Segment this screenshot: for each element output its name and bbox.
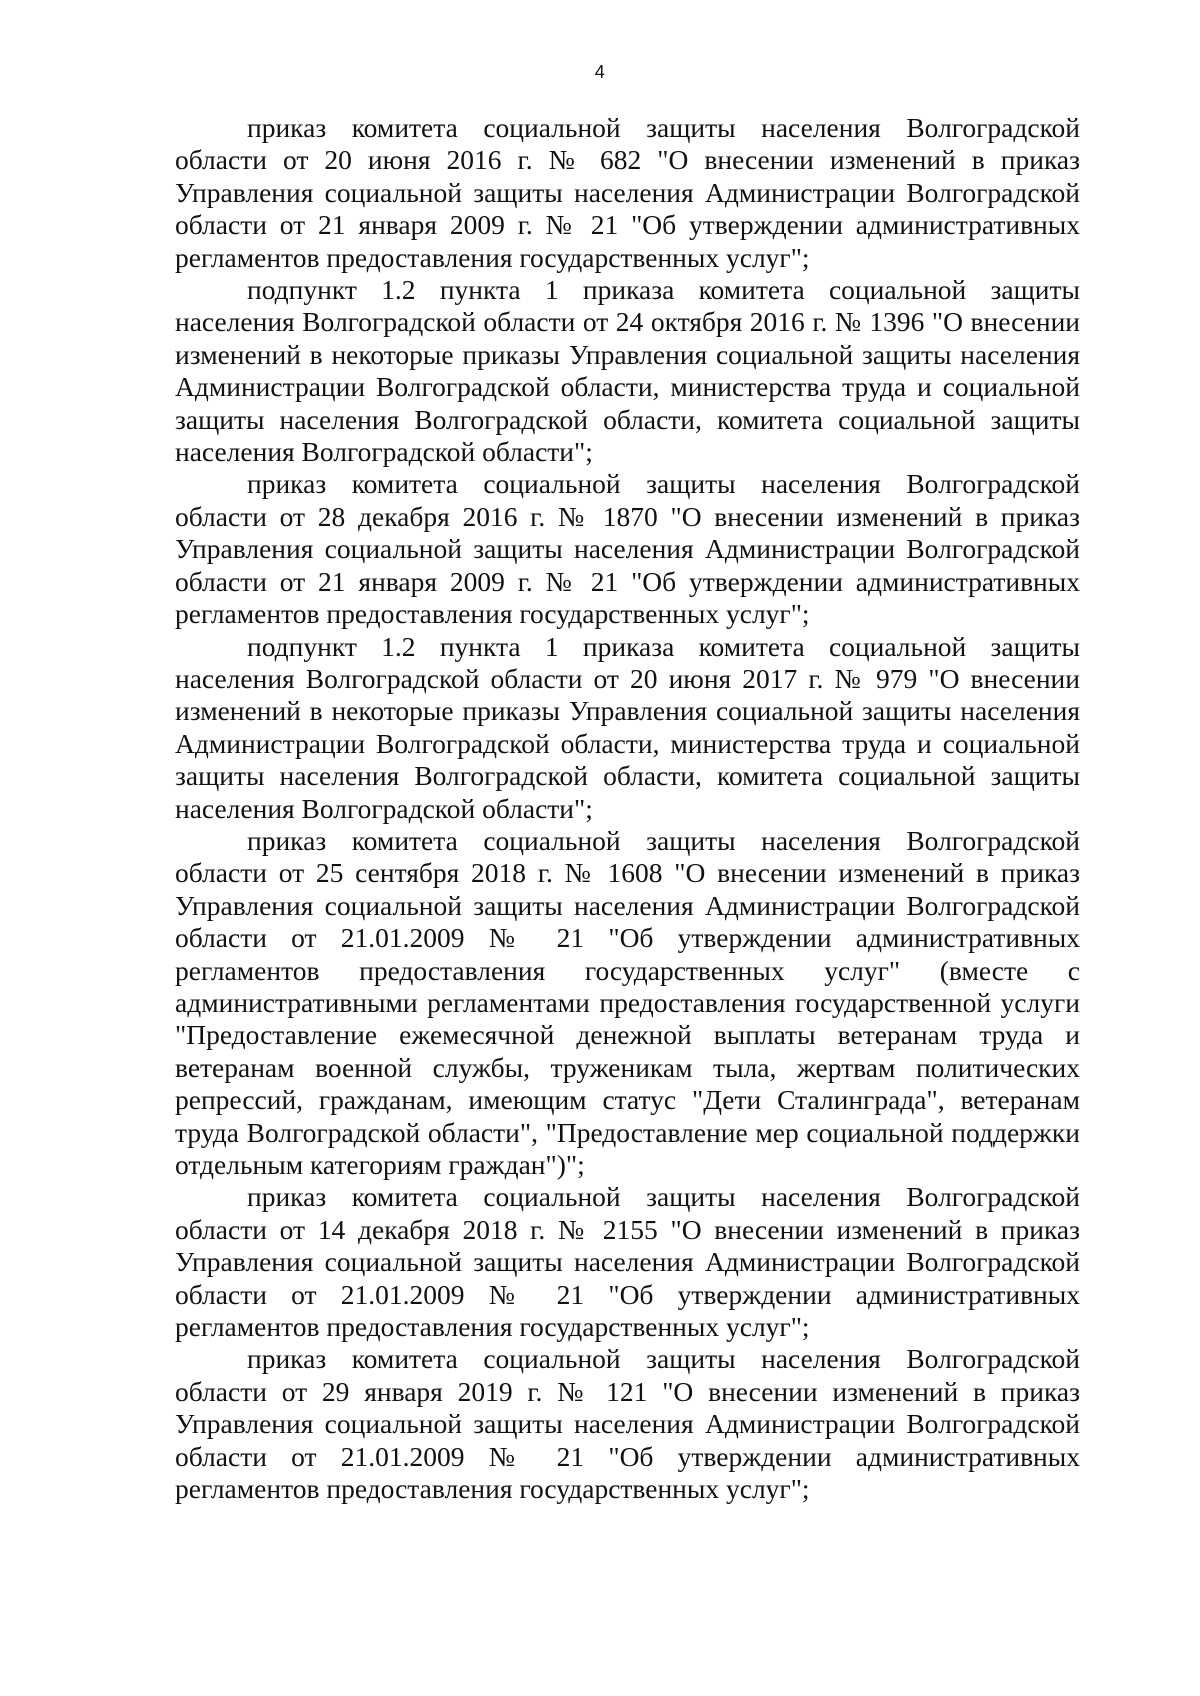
paragraph-5: приказ комитета социальной защиты населения Волгоградской области от 25 сентября 2018 г. № 1608 "О внесении изменений в приказ Управления социальной защиты населения Администрации Волгоградской области от 21.01.2009 № 21 "Об утверждении административных регламентов предоставления государственных услуг" (вместе с административными регламентами предоставления государственной услуги "Предоставление ежемесячной денежной выплаты ветеранам труда и ветеранам военной службы, труженикам тыла, жертвам политических репрессий, гражданам, имеющим статус "Дети Сталинграда", ветеранам труда Волгоградской области", "Предоставление мер социальной поддержки отдельным категориям граждан")";: [175, 824, 1080, 1180]
page-number: 4: [594, 62, 606, 82]
paragraph-7: приказ комитета социальной защиты населения Волгоградской области от 29 января 2019 г. № 121 "О внесении изменений в приказ Управления социальной защиты населения Администрации Волгоградской области от 21.01.2009 № 21 "Об утверждении административных регламентов предоставления государственных услуг";: [175, 1343, 1080, 1505]
paragraph-1: приказ комитета социальной защиты населения Волгоградской области от 20 июня 2016 г. № 682 "О внесении изменений в приказ Управления социальной защиты населения Администрации Волгоградской области от 21 января 2009 г. № 21 "Об утверждении административных регламентов предоставления государственных услуг";: [175, 112, 1080, 273]
document-body: [175, 112, 1080, 1505]
paragraph-6: приказ комитета социальной защиты населения Волгоградской области от 14 декабря 2018 г. № 2155 "О внесении изменений в приказ Управления социальной защиты населения Администрации Волгоградской области от 21.01.2009 № 21 "Об утверждении административных регламентов предоставления государственных услуг";: [175, 1181, 1080, 1343]
paragraph-4: подпункт 1.2 пункта 1 приказа комитета социальной защиты населения Волгоградской области от 20 июня 2017 г. № 979 "О внесении изменений в некоторые приказы Управления социальной защиты населения Администрации Волгоградской области, министерства труда и социальной защиты населения Волгоградской области, комитета социальной защиты населения Волгоградской области";: [175, 630, 1080, 824]
paragraph-3: приказ комитета социальной защиты населения Волгоградской области от 28 декабря 2016 г. № 1870 "О внесении изменений в приказ Управления социальной защиты населения Администрации Волгоградской области от 21 января 2009 г. № 21 "Об утверждении административных регламентов предоставления государственных услуг";: [175, 468, 1080, 630]
paragraph-2: подпункт 1.2 пункта 1 приказа комитета социальной защиты населения Волгоградской области от 24 октября 2016 г. № 1396 "О внесении изменений в некоторые приказы Управления социальной защиты населения Администрации Волгоградской области, министерства труда и социальной защиты населения Волгоградской области, комитета социальной защиты населения Волгоградской области";: [175, 274, 1080, 468]
